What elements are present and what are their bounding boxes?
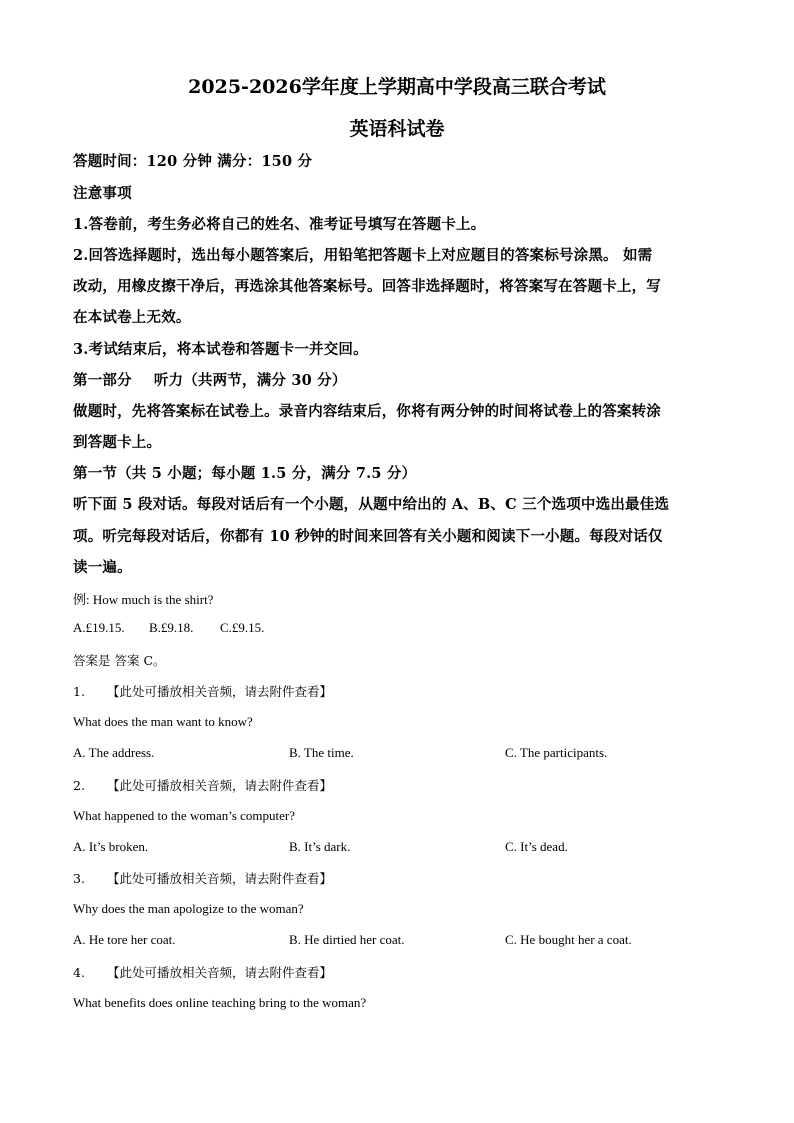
audio-note: 【此处可播放相关音频，请去附件查看】 — [106, 778, 332, 793]
audio-note: 【此处可播放相关音频，请去附件查看】 — [106, 871, 332, 886]
question-1-header — [73, 682, 332, 700]
question-4-text: What benefits does online teaching bring to the woman? — [73, 995, 367, 1010]
exam-subtitle: 英语科试卷 — [349, 118, 445, 140]
question-1-option-a: A. The address. — [73, 745, 155, 760]
question-2-option-c: C. It’s dead. — [505, 839, 568, 854]
audio-note: 【此处可播放相关音频，请去附件查看】 — [106, 684, 332, 699]
section-1-instruction-line-3: 读一遍。 — [73, 559, 132, 576]
part-1-instruction-line-1: 做题时，先将答案标在试卷上。录音内容结束后，你将有两分钟的时间将试卷上的答案转涂 — [73, 403, 661, 420]
question-2-option-a: A. It’s broken. — [73, 839, 149, 854]
note-2-line-2: 改动，用橡皮擦干净后，再选涂其他答案标号。回答非选择题时，将答案写在答题卡上，写 — [73, 278, 661, 295]
audio-note: 【此处可播放相关音频，请去附件查看】 — [106, 965, 332, 980]
question-3-text: Why does the man apologize to the woman? — [73, 901, 304, 916]
note-2-line-3: 在本试卷上无效。 — [73, 309, 191, 326]
question-2-option-b: B. It’s dark. — [289, 839, 351, 854]
question-1-option-b: B. The time. — [289, 745, 354, 760]
part-1-title: 听力（共两节，满分 30 分） — [153, 372, 347, 389]
question-number: 3. — [73, 871, 85, 886]
question-3-option-c: C. He bought her a coat. — [505, 932, 632, 947]
section-1-instruction-line-1: 听下面 5 段对话。每段对话后有一个小题，从题中给出的 A、B、C 三个选项中选出最佳选 — [73, 496, 670, 513]
example-answer: 答案是 答案 C。 — [73, 653, 166, 668]
question-3-option-b: B. He dirtied her coat. — [289, 932, 405, 947]
question-4-header — [73, 963, 332, 981]
section-1-heading: 第一节（共 5 小题；每小题 1.5 分，满分 7.5 分） — [73, 465, 417, 482]
question-number: 2. — [73, 778, 85, 793]
question-2-text: What happened to the woman’s computer? — [73, 808, 296, 823]
note-2-line-1: 2.回答选择题时，选出每小题答案后，用铅笔把答题卡上对应题目的答案标号涂黑。 如需 — [73, 247, 653, 264]
question-3-option-a: A. He tore her coat. — [73, 932, 176, 947]
example-option-b: B.£9.18. — [149, 620, 194, 635]
note-3: 3.考试结束后，将本试卷和答题卡一并交回。 — [73, 341, 368, 358]
exam-title: 2025-2026学年度上学期高中学段高三联合考试 — [188, 76, 606, 98]
part-1-instruction-line-2: 到答题卡上。 — [73, 434, 162, 451]
notes-heading: 注意事项 — [73, 185, 132, 202]
note-1: 1.答卷前，考生务必将自己的姓名、准考证号填写在答题卡上。 — [73, 216, 486, 233]
question-1-option-c: C. The participants. — [505, 745, 608, 760]
part-1-heading — [73, 369, 347, 390]
example-option-a: A.£19.15. — [73, 620, 125, 635]
question-2-header — [73, 776, 332, 794]
question-number: 1. — [73, 684, 85, 699]
question-3-header — [73, 869, 332, 887]
example-option-c: C.£9.15. — [220, 620, 265, 635]
section-1-instruction-line-2: 项。听完每段对话后，你都有 10 秒钟的时间来回答有关小题和阅读下一小题。每段对话仅 — [73, 528, 663, 545]
question-1-text: What does the man want to know? — [73, 714, 253, 729]
question-number: 4. — [73, 965, 85, 980]
example-question: 例: How much is the shirt? — [73, 592, 214, 607]
part-1-label: 第一部分 — [73, 372, 132, 389]
time-score-line: 答题时间：120 分钟 满分：150 分 — [73, 153, 313, 170]
